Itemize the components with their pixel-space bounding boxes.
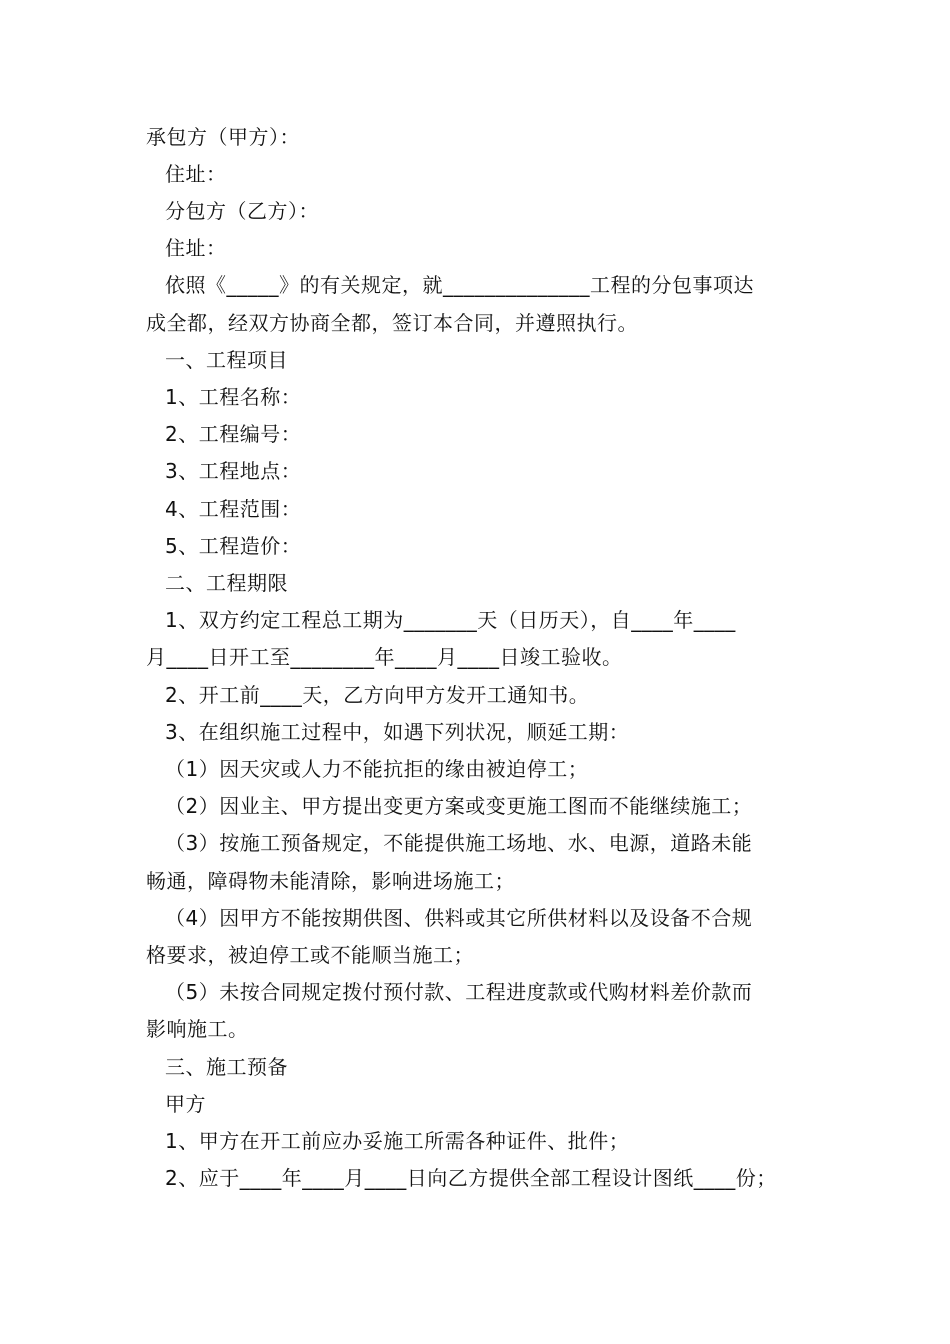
party-a-address-label: 住址： bbox=[165, 162, 227, 186]
extension-item-4-line-2: 格要求，被迫停工或不能顺当施工； bbox=[146, 943, 474, 967]
extension-item-4-line-1: （4）因甲方不能按期供图、供料或其它所供材料以及设备不合规 bbox=[165, 906, 753, 930]
party-a-duty-1: 1、甲方在开工前应办妥施工所需各种证件、批件； bbox=[165, 1129, 630, 1153]
party-a-duty-2: 2、应于____年____月____日向乙方提供全部工程设计图纸____份； bbox=[165, 1166, 777, 1190]
contractor-party-a-label: 承包方（甲方）： bbox=[146, 125, 300, 149]
extension-item-2: （2）因业主、甲方提出变更方案或变更施工图而不能继续施工； bbox=[165, 794, 753, 818]
intro-paragraph-line-1: 依照《_____》的有关规定，就______________工程的分包事项达 bbox=[165, 273, 754, 297]
project-cost-item: 5、工程造价： bbox=[165, 534, 302, 558]
extension-item-1: （1）因天灾或人力不能抗拒的缘由被迫停工； bbox=[165, 757, 589, 781]
subcontractor-party-b-label: 分包方（乙方）： bbox=[165, 199, 319, 223]
extension-item-5-line-2: 影响施工。 bbox=[146, 1017, 249, 1041]
section-2-heading: 二、工程期限 bbox=[165, 571, 288, 595]
notice-clause: 2、开工前____天，乙方向甲方发开工通知书。 bbox=[165, 683, 590, 707]
party-b-address-label: 住址： bbox=[165, 236, 227, 260]
intro-paragraph-line-2: 成全都，经双方协商全都，签订本合同，并遵照执行。 bbox=[146, 311, 638, 335]
project-number-item: 2、工程编号： bbox=[165, 422, 302, 446]
section-1-heading: 一、工程项目 bbox=[165, 348, 288, 372]
duration-clause-line-2: 月____日开工至________年____月____日竣工验收。 bbox=[146, 645, 623, 669]
duration-clause-line-1: 1、双方约定工程总工期为_______天（日历天），自____年____ bbox=[165, 608, 736, 632]
project-scope-item: 4、工程范围： bbox=[165, 497, 302, 521]
extension-item-3-line-1: （3）按施工预备规定，不能提供施工场地、水、电源，道路未能 bbox=[165, 831, 753, 855]
section-3-heading: 三、施工预备 bbox=[165, 1055, 288, 1079]
extension-item-3-line-2: 畅通，障碍物未能清除，影响进场施工； bbox=[146, 869, 515, 893]
extension-clause: 3、在组织施工过程中，如遇下列状况，顺延工期： bbox=[165, 720, 630, 744]
party-a-subheading: 甲方 bbox=[165, 1092, 206, 1116]
project-name-item: 1、工程名称： bbox=[165, 385, 302, 409]
project-location-item: 3、工程地点： bbox=[165, 459, 302, 483]
extension-item-5-line-1: （5）未按合同规定拨付预付款、工程进度款或代购材料差价款而 bbox=[165, 980, 753, 1004]
